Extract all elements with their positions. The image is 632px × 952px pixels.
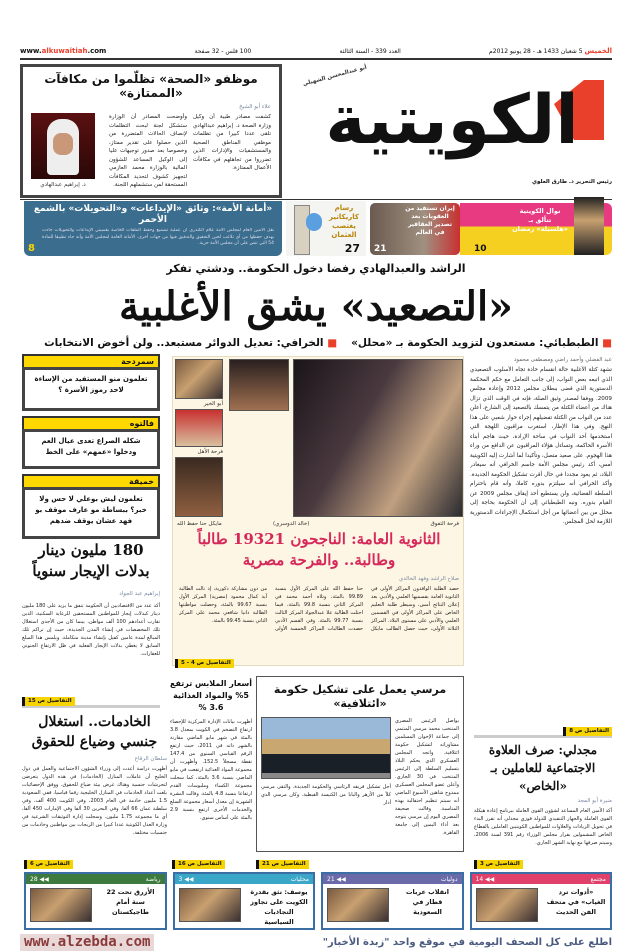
rent-text: أكد عدد من الاقتصاديين أن الحكومة تنفق ما يزيد على 180 مليون دينار كبدلات إيجار للمواطنين المستحقين للرعاية السكنية، الذين تقارب أعدادهم 100 ألف مواطن، بينما كان من الأجدى استغلال تلك المخصصات في إنشاء المدن الجديدة، حيث إن تراكم تلك المبالغ لمدة عامين كفيل بإنشاء مدينة متكاملة. ويلمس هذا المبلغ السابق لا يغطي بدلات الإيجار الفعلية في ظل الارتفاع الجنوني للعقارات. — [22, 603, 160, 657]
teaser-photo — [179, 888, 241, 922]
teaser-page: ◀◀ 14 — [475, 875, 495, 883]
teaser-blue[interactable] — [24, 201, 282, 256]
teaser-photo — [30, 888, 92, 922]
feature-byline: صلاح الراشد وفهد الخالدي — [398, 576, 459, 582]
lead-bullet-2: ■ الخرافي: تعديل الدوائر مستبعد.. ولن أخوض الانتخابات — [44, 337, 338, 349]
morsi-details-wrap — [256, 855, 309, 867]
teaser-blue-headline: «أمانة الأمة»: وثائق «الإيداعات» و«التحويلات» بالشمع الأحمر — [33, 204, 273, 225]
bottom-teaser[interactable] — [470, 872, 613, 930]
gossip-box — [22, 354, 160, 411]
morsi-headline[interactable]: مرسي يعمل على تشكيل حكومة «ائتلافية» — [273, 683, 447, 710]
feature-main-photo — [293, 359, 463, 517]
top-story-byline: علاء أبو الشيخ — [239, 104, 271, 110]
feature-photo-small — [175, 457, 223, 517]
teaser-pink-photo — [574, 197, 604, 255]
rent-headline[interactable]: 180 مليون دينار بدلات الإيجار سنوياً — [32, 541, 150, 580]
teaser-iran-headline: إيران تستفيد من العقوبات بعد تصدير العقاقير في العالم — [405, 205, 455, 236]
editor-in-chief: رئيس التحرير د. طارق العلوي — [531, 179, 612, 185]
lead-headline[interactable]: «التصعيد» يشق الأغلبية — [118, 283, 514, 330]
prices-details-link[interactable]: التفاصيل ص 16 — [172, 860, 225, 869]
lead-text: تشهد كتلة الأغلبية حالة انقسام حادة تجاه الأسلوب التصعيدي الذي اتبعه بعض النواب، إلى جانب التعامل مع حكم المحكمة الدستورية الذي قضى ببطلان مجلس 2012 وإعادة مجلس 2009. ووفقا لمصدر وثيق الصلة، فإنه في الوقت الذي تزال هناك من أعضاء الكتلة من يتمسك بالتصعيد إلى الشارع، أعلن عدد من النواب من الكتلة تفضيلهم إجراء حوار شعبي على هذا النهج. وفي هذا الإطار، استغرب مراقبون اللهجة التي استخدمها أحد النواب في ساحة الإرادة، حيث هاجم أبناء الأسرة الحاكمة، وتساءل هؤلاء المراقبون عن الدافع من وراء هذا الهجوم. على صعيد متصل، وتأكيدا لما أشارت إليه الكويتية أمس، أكد رئيس مجلس الأمة جاسم الخرافي أنه سيغادر البلاد، ثم يعود مجددا في حال أقرت تشكيل الحكومة الجديدة. وأكد الخرافي أنه سيلتزم بدوره كاملا، وأنه قام باحترام السلطة القضائية، ولن يستطيع أحد إيقاف مجلس 2009 عن القيام بدوره. ونبه الطبطبائي إلى أن الحكومة بحاجة إلى محلل من بين أعضائها من أجل استكمال الإجراءات الدستورية اللازمة لحل المجلس. — [470, 367, 612, 525]
price: 100 فلس - 32 صفحة — [194, 47, 252, 55]
feature-panel — [172, 356, 464, 666]
teaser-section-bar — [26, 874, 165, 884]
teaser-iran[interactable] — [370, 203, 460, 255]
lead-bullet-1: ■ الطبطبائي: مستعدون لتزويد الحكومة بـ «محلل» — [351, 337, 612, 349]
feature-caption: فرحة التفوق — [430, 521, 459, 527]
teaser-section-bar — [175, 874, 314, 884]
feature-photo-small — [175, 359, 223, 399]
bottom-teaser[interactable] — [24, 872, 167, 930]
feature-caption: مايكل حنا حفظ الله — [177, 521, 222, 527]
bottom-teasers — [24, 872, 612, 930]
gossip-box — [22, 416, 160, 469]
majdali-headline[interactable]: مجدلي: صرف العلاوة الاجتماعية للعاملين بـ «الخاص» — [488, 743, 598, 793]
maids-text: أظهرت دراسة أعدت إلى وزراء الشؤون الاجتماعية والعمل في دول الخليج أن عاملات المنازل (الخادمات) في هذه الدول يتعرضن لتحرشات جنسية وهناك غرض بيئة ضياع للحقوق. ووفق الإحصائيات بلغت أعداد الخادمات في المنازل الخليجية رقما قياسيا، ففي السعودية 1.5 مليون خادمة في العام 2003، وفي الكويت 400 ألف، وفي سلطنة عمان 66 ألفا، وفي البحرين 30 ألفا وفي الإمارات 450 ألفا، أي ما مجموعه 1.75 مليون. وسجلت إدارة التوثيقات الشرعية في وزارة العدل الكويتية عددا كبيرا من الزيجات بين مواطنين وخادمات من جنسيات مختلفة. — [22, 766, 167, 836]
teaser-section-bar — [472, 874, 611, 884]
gossip-box-title: فالتوه — [22, 416, 160, 429]
teaser-pink-page: 10 — [474, 244, 487, 254]
teaser-photo — [327, 888, 389, 922]
portrait-photo — [31, 113, 95, 179]
majdali-details-link[interactable]: التفاصيل ص 3 — [474, 860, 523, 869]
morsi-box — [256, 676, 464, 852]
teaser-iran-page: 21 — [374, 244, 387, 254]
masthead — [296, 66, 612, 198]
prices-text: أظهرت بيانات الإدارة المركزية للإحصاء ارتفاع التضخم في الكويت بمعدل 3.8 بالمئة في شهر مايو الماضي مقارنة بالشهر ذاته في 2011، حيث ارتفع الرقم القياسي السنوي من 147.4 نقطة مسجلاً 152.5. وأظهرت أن مجموعة المواد الغذائية ارتفعت في مايو الماضي بنسبة 3.6 بالمئة، كما سجلت مجموعة الكساء وملبوسات القدم ارتفاعا بنسبة 4.8 بالمئة. وقالت النشرة الشهرية إن معدل أسعار مجموعة السلع والخدمات الأخرى ارتفع بنسبة 2.9 بالمئة على أساس سنوي. — [170, 719, 252, 821]
gossip-box-text: تعلمون منو المستفيد من الإساءة لاحد رموز الأسرة ؟ — [22, 367, 160, 411]
morsi-details-link[interactable]: التفاصيل ص 21 — [256, 860, 309, 869]
morsi-photo-taxi — [261, 717, 391, 779]
lead-subheads — [20, 336, 612, 350]
feature-caption: (خالد الدوسري) — [273, 521, 310, 527]
maids-byline: سلطان الرقاع — [134, 756, 167, 762]
bottom-teaser[interactable] — [321, 872, 464, 930]
founder-tag: أبو عبدالمحسن الشهيلي — [302, 64, 368, 88]
teaser-section-label: مجتمع — [590, 875, 606, 883]
prices-headline[interactable]: أسعار الملابس ترتفع 5% والمواد الغذائية 3.6 % — [169, 679, 252, 712]
gossip-box-text: شكله الصراع تعدى عيال العم ودخلوا «عمهم» على الخط — [22, 429, 160, 469]
lead-details-link[interactable]: التفاصيل ص 8 — [563, 727, 612, 736]
date: الخميس 5 شعبان 1433 هـ - 28 يونيو 2012م — [489, 47, 612, 55]
teaser-blue-page: 8 — [28, 243, 35, 254]
teaser-page: ◀◀ 28 — [30, 875, 49, 883]
feature-photo — [229, 359, 289, 411]
banner-text: اطلع على كل الصحف اليومية في موقع واحد "زبدة الأخبار" — [322, 936, 612, 948]
lead-byline: عبد الفضلي وأحمد راضي ومصطفى محمود — [513, 357, 612, 363]
gossip-box-title: سمردحة — [22, 354, 160, 367]
morsi-text: يواصل الرئيس المصري المنتخب محمد مرسي المنتمي إلى جماعة الإخوان المسلمين مشاوراته لتشكيل حكومة ائتلافية. واتجه المجلس العسكري الذي يحكم البلاد بتسليم السلطة إلى الرئيس المنتخب في 30 الجاري. وأعلن عضو المجلس العسكري ممدوح شاهين الأسبوع الماضي أنه سيتم تنظيم احتفالية بهذه المناسبة. وقالت صحيفة المصري اليوم إن مرسي يتوجه بعد أداء اليمين إلى جامعة القاهرة. — [395, 718, 459, 836]
maids-headline[interactable]: الخادمات.. استغلال جنسي وضياع للحقوق — [31, 714, 158, 750]
teaser-cartoon-headline: رسام كاريكاتير يغتصب العثمان — [329, 204, 359, 239]
banner-url[interactable]: www.alzebda.com — [20, 934, 154, 951]
teaser-section-bar — [323, 874, 462, 884]
portrait-caption: د. إبراهيم عبدالهادي — [40, 182, 86, 188]
majdali-byline: منيرة أبو المجد — [577, 798, 612, 804]
teaser-section-label: محليات — [290, 875, 309, 883]
gossip-box — [22, 474, 160, 539]
gossip-box-text: تعلمون ليش بوعلي لا حس ولا خبر؟ ببساطة مو عارف موقف بو فهد عشان يوقف ضدهم — [22, 487, 160, 539]
teaser-section-label: رياضة — [145, 875, 161, 883]
issue-number: العدد 339 - السنة الثالثة — [339, 47, 401, 55]
teaser-cartoon-page: 27 — [344, 242, 360, 255]
top-story-box — [20, 64, 282, 198]
majdali-details-wrap — [474, 855, 523, 867]
feature-photo-small — [175, 409, 223, 447]
top-story-text-a: كشفت مصادر طبية أن وكيل وزارة الصحة د. إبراهيم عبدالهادي تلقى عددا كبيرا من تظلمات موظفي المناطق الصحية والمستشفيات والإدارات الذين تضرروا من تجاهلهم في مكافآت الأعمال الممتازة. — [193, 114, 271, 171]
bottom-teaser[interactable] — [173, 872, 316, 930]
maids-details-link[interactable]: التفاصيل ص 6 — [24, 860, 73, 869]
prices-details-wrap — [172, 855, 225, 867]
logo: الكويتية — [325, 81, 579, 160]
lead-kicker: الراشد والعبدالهادي رفضا دخول الحكومة.. ودشتي تفكر — [166, 262, 466, 275]
teaser-blue-text: نقل الأمين العام لمجلس الأمة علام الكندري أن عملية تشميع وحفظ الملفات الخاصة بقضيتي الإيداعات والتحويلات جاءت بهدف حفظها من أي تلاعب لحين التحقيق والتدقيق فيها من جهات أخرى. الأمانة العامة لمجلس الأمة وأنه جاء تطبيقا للمادة 54 التي تنص على أن مجلس الأمة حرية. — [42, 228, 274, 246]
feature-text: حصد الطلبة الوافدون المراكز الأولى في الثانوية العامة بقسميها العلمي والأدبي بعد إعلان النتائج أمس، وسيطر طلبة التعليم الخاص على المراكز الأولى في القسمين العلمي والأدبي على مستوى البلاد. المراكز الثلاثة الأولى، حيث حصل الطالب مايكل حنا حفظ الله على المركز الأول بنسبة 99.89 بالمئة، وتلاه أحمد محمد في المركز الثاني بنسبة 99.8 بالمئة، فيما احتلت الطالبة علا عبدالجواد المركز الثالث بنسبة 99.77 بالمئة. وفي القسم الأدبي حصدت الطالبات المراكز الخمسة الأولى من دون مشاركة ذكورية، إذ نالت الطالبة آية كمال محمود (مصرية) المركز الأول بنسبة 99.67 بالمئة، وحصلت مواطنتها الطالبة دانيا شافعي محمد على المركز الثاني بنسبة 99.45 بالمئة. — [179, 586, 459, 632]
rent-details-wrap — [22, 692, 75, 704]
teaser-photo — [476, 888, 538, 922]
teaser-headline: يوسف: نثق بقدرة الكويت على تجاوز التجاذبات السياسية — [250, 888, 308, 926]
big-ben-illustration — [294, 205, 310, 255]
website-link[interactable]: www.alkuwaitiah.com — [20, 47, 107, 55]
divider — [20, 199, 612, 200]
teaser-cartoon[interactable] — [286, 201, 366, 256]
teaser-headline: الأزرق تحت 22 سنة أمام طاجيكستان — [106, 888, 155, 916]
feature-caption: فرحة الأهل — [197, 449, 223, 455]
teaser-page: ◀◀ 21 — [327, 875, 346, 883]
teaser-pink-headline: نوال الكويتية تتألق بـ «هلسيلة» رمضان — [512, 207, 568, 233]
rent-byline: إبراهيم عبد الجواد — [119, 591, 160, 597]
teaser-headline: «أدوات ترد الغياب» في متحف الفن الحديث — [546, 888, 606, 916]
feature-caption: أبو الخير — [203, 401, 223, 407]
teaser-pink[interactable] — [460, 203, 612, 255]
promo-banner[interactable] — [20, 933, 612, 952]
morsi-text-2: أجل تشكيل فريقه الرئاسي والحكومة الجديدة. والتقى مرسي كلاً من الأزهر والبابا من الكنيسة القبطية. وكان مرسي الذي أدار — [261, 784, 391, 806]
teaser-headline: انقلاب عربات قطار في السعودية — [406, 888, 449, 916]
rent-details-link[interactable]: التفاصيل ص 15 — [22, 697, 75, 706]
top-story-text-b: وأوضحت المصادر أن الوزارة ستشكل لجنة لبحث التظلمات لإنصاف الحالات المتضررة من الذين حصلوا على تقدير ممتاز، وخصوصا بعد صدور توجيهات عليا إلى الوكيل المساعد للشؤون المالية بالوزارة محمد العازمي لتجهيز كشوف لتحديد المكافآت المستحقة لمن ستشملهم اللجنة. — [109, 114, 187, 188]
top-story-headline[interactable]: موظفو «الصحة» تظلّموا من مكافآت «الممتازة» — [44, 72, 258, 100]
majdali-text: أكد الأمين العام المساعد لشؤون القوى العاملة ببرنامج إعادة هيكلة القوى العاملة والجهاز التنفيذي للدولة فوزي مجدلي أنه تقرر البدء في تحويل الزيادات والعلاوات للمواطنين الكويتيين العاملين بالقطاع الخاص المشمولين بقرار مجلس الوزراء رقم 391 لسنة 2006، وسيتم صرفها مع نهاية الشهر الجاري. — [474, 808, 612, 846]
feature-details-wrap — [175, 654, 234, 666]
top-bar — [20, 44, 612, 60]
teaser-page: ◀◀ 3 — [178, 875, 194, 883]
teaser-section-label: دوليات — [440, 875, 458, 883]
cartoon-figure — [306, 213, 322, 231]
lead-details-wrap — [563, 722, 612, 734]
feature-details-link[interactable]: التفاصيل ص 4 - 5 — [175, 659, 234, 668]
gossip-boxes — [22, 354, 160, 539]
maids-details-wrap — [24, 855, 73, 867]
gossip-box-title: خميقة — [22, 474, 160, 487]
feature-headline[interactable]: الثانوية العامة: الناجحون 19321 طالباً وطالبة.. والفرحة مصرية — [197, 530, 441, 569]
